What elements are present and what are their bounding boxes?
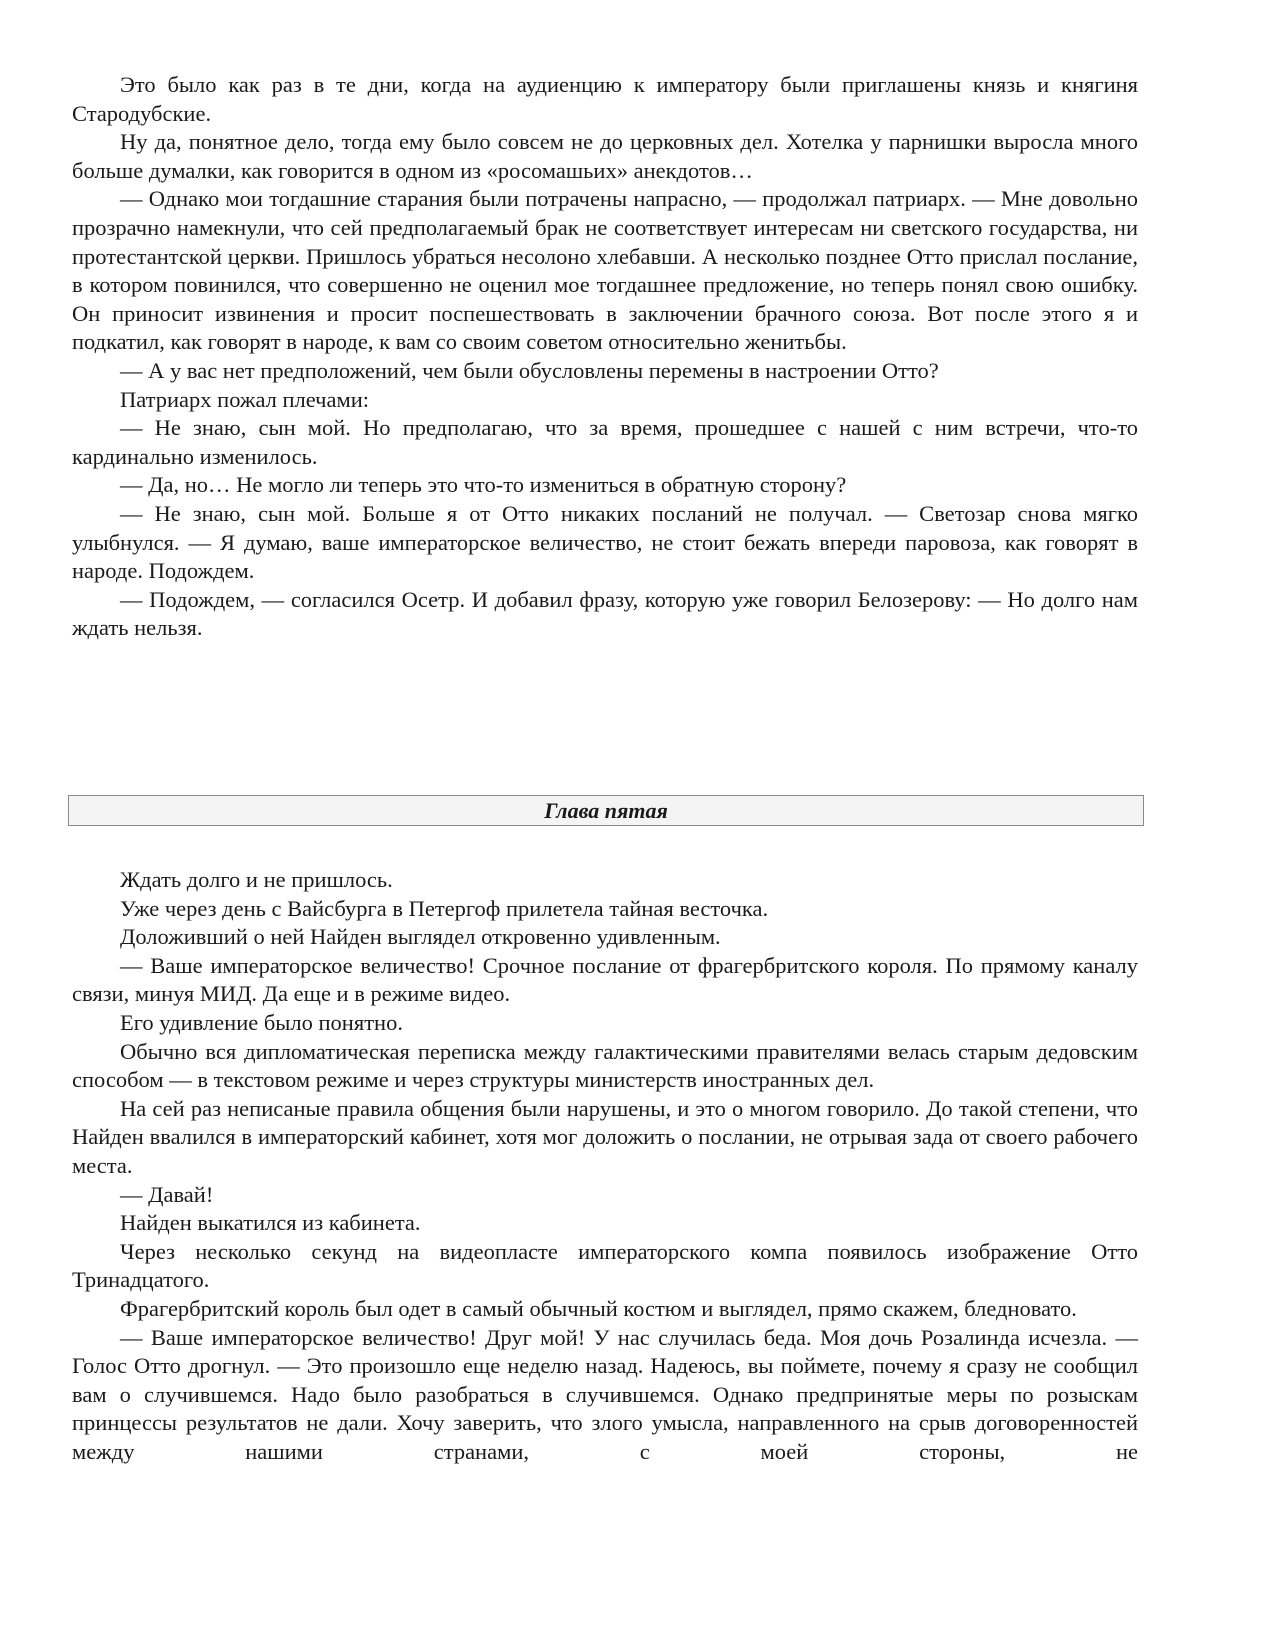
paragraph: Это было как раз в те дни, когда на аудиенцию к императору были приглашены князь и княгиня Стародубские. [72, 72, 1138, 126]
text-section-1 [72, 71, 1138, 643]
paragraph: — Подождем, — согласился Осетр. И добавил фразу, которую уже говорил Белозерову: — Но долго нам ждать нельзя. [72, 586, 1138, 641]
paragraph: Фрагербритский король был одет в самый обычный костюм и выглядел, прямо скажем, бледновато. [120, 1295, 1077, 1321]
paragraph: Его удивление было понятно. [120, 1009, 403, 1035]
paragraph: Через несколько секунд на видеопласте императорского компа появилось изображение Отто Тринадцатого. [72, 1238, 1138, 1293]
paragraph: — Ваше императорское величество! Друг мой! У нас случилась беда. Моя дочь Розалинда исчезла. — Голос Отто дрогнул. — Это произошло еще неделю назад. Надеюсь, вы поймете, почему я сразу не сообщил вам о случившемся. Надо было разобраться в случившемся. Однако предпринятые меры по розыскам принцессы результатов не дали. Хочу заверить, что злого умысла, направленного на срыв договоренностей между нашими странами, с моей стороны, не [72, 1324, 1138, 1464]
paragraph: — А у вас нет предположений, чем были обусловлены перемены в настроении Отто? [120, 357, 939, 383]
chapter-heading: Глава пятая [68, 795, 1144, 826]
paragraph: — Ваше императорское величество! Срочное послание от фрагербритского короля. По прямому каналу связи, минуя МИД. Да еще и в режиме видео. [72, 952, 1138, 1007]
paragraph: На сей раз неписаные правила общения были нарушены, и это о многом говорило. До такой степени, что Найден ввалился в императорский кабинет, хотя мог доложить о послании, не отрывая зада от своего рабочего места. [72, 1095, 1138, 1178]
paragraph: Найден выкатился из кабинета. [120, 1210, 421, 1236]
paragraph: Ну да, понятное дело, тогда ему было совсем не до церковных дел. Хотелка у парнишки выросла много больше думалки, как говорится в одном из «росомашьих» анекдотов… [72, 129, 1138, 183]
paragraph: Уже через день с Вайсбурга в Петергоф прилетела тайная весточка. [120, 895, 769, 921]
paragraph: Обычно вся дипломатическая переписка между галактическими правителями велась старым дедовским способом — в текстовом режиме и через структуры министерств иностранных дел. [72, 1038, 1138, 1093]
paragraph: Ждать долго и не пришлось. [120, 867, 393, 892]
paragraph: — Давай! [120, 1181, 214, 1207]
paragraph: — Да, но… Не могло ли теперь это что-то измениться в обратную сторону? [120, 472, 847, 498]
paragraph: Патриарх пожал плечами: [120, 386, 370, 412]
text-section-2 [72, 866, 1138, 1466]
paragraph: Доложивший о ней Найден выглядел откровенно удивленным. [120, 924, 721, 950]
paragraph: — Не знаю, сын мой. Больше я от Отто никаких посланий не получал. — Светозар снова мягко улыбнулся. — Я думаю, ваше императорское величество, не стоит бежать впереди паровоза, как говорят в народе. Подождем. [72, 500, 1138, 584]
paragraph: — Не знаю, сын мой. Но предполагаю, что за время, прошедшее с нашей с ним встречи, что-то кардинально изменилось. [72, 415, 1138, 469]
paragraph: — Однако мои тогдашние старания были потрачены напрасно, — продолжал патриарх. — Мне довольно прозрачно намекнули, что сей предполагаемый брак не соответствует интересам ни светского государства, ни протестантской церкви. Пришлось убраться несолоно хлебавши. А несколько позднее Отто прислал послание, в котором повинился, что совершенно не оценил мое тогдашнее предложение, но теперь понял свою ошибку. Он приносит извинения и просит поспешествовать в заключении брачного союза. Вот после этого я и подкатил, как говорят в народе, к вам со своим советом относительно женитьбы. [72, 186, 1138, 355]
